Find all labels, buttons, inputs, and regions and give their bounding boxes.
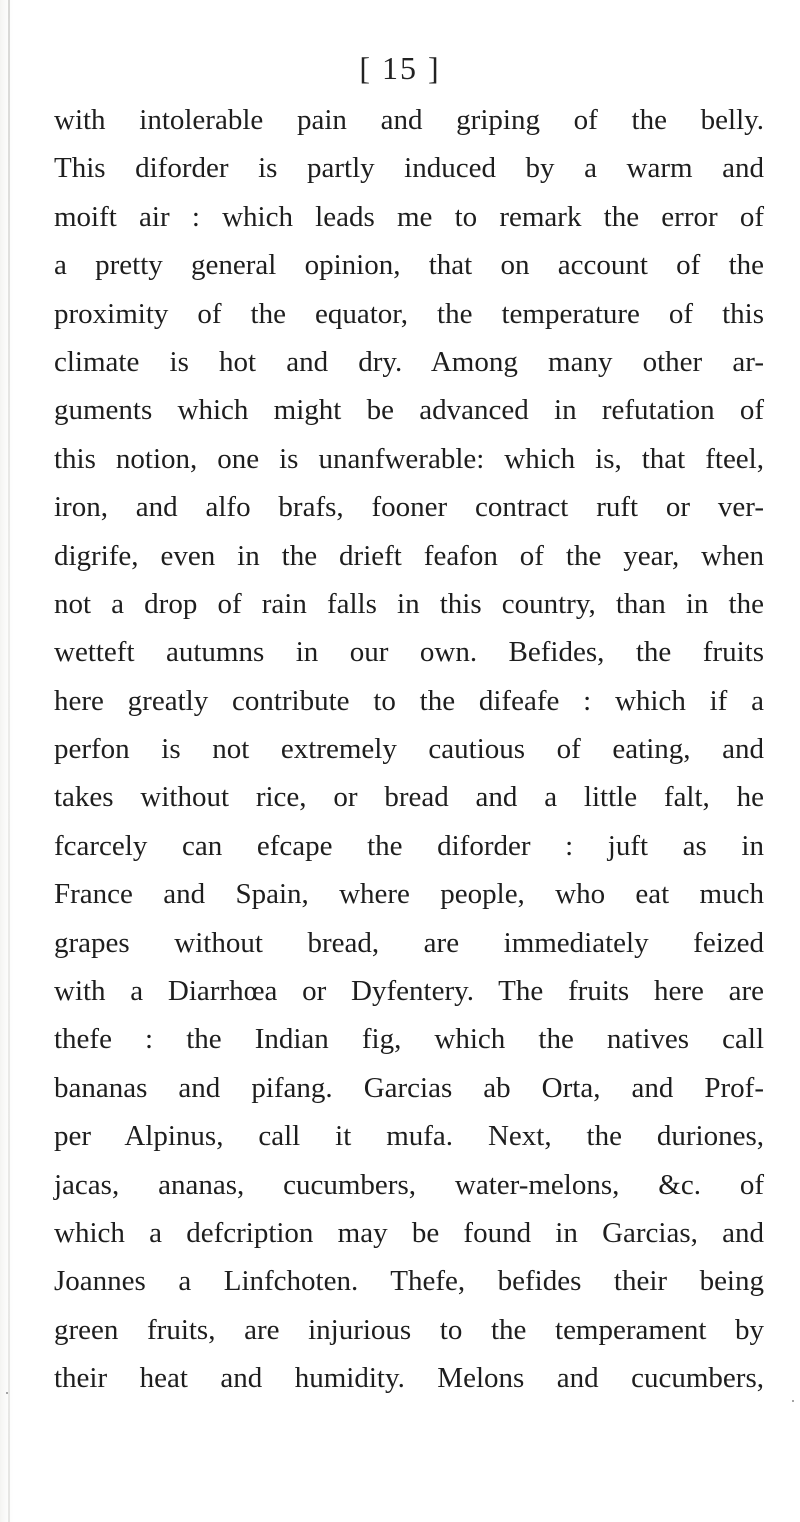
- text-line: takes without rice, or bread and a little falt, he: [54, 781, 764, 814]
- text-line: This diforder is partly induced by a warm and: [54, 152, 764, 185]
- page-number: [ 15 ]: [359, 50, 441, 86]
- text-line: grapes without bread, are immediately feized: [54, 926, 764, 959]
- text-line: digrife, even in the drieft feafon of the year, when: [54, 539, 764, 572]
- text-line: France and Spain, where people, who eat much: [54, 878, 764, 911]
- text-line: perfon is not extremely cautious of eating, and: [54, 733, 764, 766]
- text-line: wetteft autumns in our own. Befides, the fruits: [54, 636, 764, 669]
- text-line: with a Diarrhœa or Dyfentery. The fruits here are: [54, 975, 764, 1008]
- text-line: not a drop of rain falls in this country, than in the: [54, 587, 764, 620]
- text-line: fcarcely can efcape the diforder : juft as in: [54, 829, 764, 862]
- text-line: their heat and humidity. Melons and cucumbers,: [54, 1362, 764, 1395]
- text-line: this notion, one is unanfwerable: which is, that fteel,: [54, 442, 764, 475]
- text-line: moift air : which leads me to remark the error of: [54, 200, 764, 233]
- paper-speck: [6, 1392, 8, 1394]
- text-line: which a defcription may be found in Garcias, and: [54, 1216, 764, 1249]
- text-line: with intolerable pain and griping of the belly.: [54, 104, 764, 136]
- body-text: [54, 96, 764, 1403]
- page-gutter-edge: [8, 0, 10, 1522]
- paper-speck: [792, 1400, 794, 1402]
- text-line: green fruits, are injurious to the temperament by: [54, 1313, 764, 1346]
- text-line: Joannes a Linfchoten. Thefe, befides their being: [54, 1265, 764, 1298]
- text-line: iron, and alfo brafs, fooner contract ruft or ver-: [54, 491, 764, 524]
- text-line: climate is hot and dry. Among many other ar-: [54, 345, 764, 378]
- text-line: proximity of the equator, the temperature of this: [54, 297, 764, 330]
- text-line: guments which might be advanced in refutation of: [54, 394, 764, 427]
- text-line: here greatly contribute to the difeafe : which if a: [54, 684, 764, 717]
- text-line: a pretty general opinion, that on account of the: [54, 249, 764, 282]
- text-line: bananas and pifang. Garcias ab Orta, and Prof-: [54, 1071, 764, 1104]
- text-line: jacas, ananas, cucumbers, water-melons, &c. of: [54, 1168, 764, 1201]
- text-line: thefe : the Indian fig, which the natives call: [54, 1023, 764, 1056]
- text-line: per Alpinus, call it mufa. Next, the duriones,: [54, 1120, 764, 1153]
